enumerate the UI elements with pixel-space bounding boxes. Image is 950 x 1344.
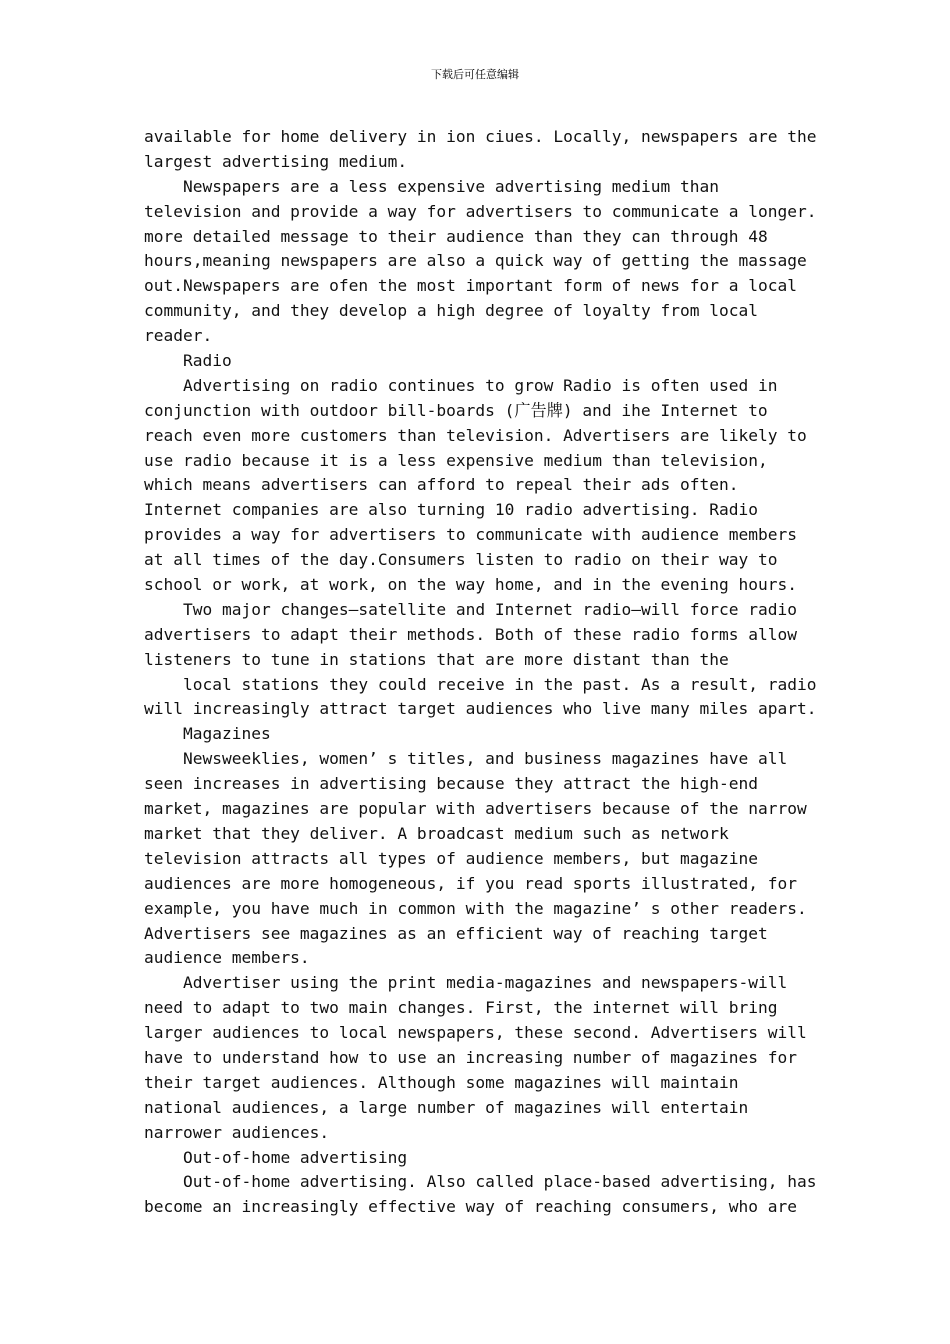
text-line: use radio because it is a less expensive medium than television, [144, 450, 768, 470]
text-line: need to adapt to two main changes. First, the internet will bring [144, 998, 778, 1018]
text-line: community, and they develop a high degree of loyalty from local [144, 301, 758, 321]
text-line: Internet companies are also turning 10 radio advertising. Radio [144, 500, 758, 520]
text-line: hours,meaning newspapers are also a quick way of getting the massage [144, 251, 807, 271]
text-line: seen increases in advertising because they attract the high-end [144, 774, 758, 794]
text-line: Radio [144, 351, 232, 371]
text-line: Out-of-home advertising. Also called place-based advertising, has [144, 1172, 817, 1192]
text-line: Newspapers are a less expensive advertising medium than [144, 176, 719, 196]
text-line: Two major changes—satellite and Internet radio—will force radio [144, 599, 797, 619]
text-line: television attracts all types of audience members, but magazine [144, 848, 758, 868]
text-line: larger audiences to local newspapers, these second. Advertisers will [144, 1023, 807, 1043]
text-line: Advertisers see magazines as an efficient way of reaching target [144, 923, 768, 943]
text-line: example, you have much in common with the magazine’ s other readers. [144, 898, 807, 918]
text-line: will increasingly attract target audiences who live many miles apart. [144, 699, 817, 719]
text-line: reach even more customers than television. Advertisers are likely to [144, 425, 807, 445]
document-body [144, 125, 817, 1220]
text-line: audiences are more homogeneous, if you read sports illustrated, for [144, 873, 797, 893]
text-line: available for home delivery in ion ciues. Locally, newspapers are the [144, 127, 817, 146]
text-line: become an increasingly effective way of reaching consumers, who are [144, 1197, 797, 1217]
text-line: audience members. [144, 948, 310, 968]
text-line: national audiences, a large number of magazines will entertain [144, 1097, 749, 1117]
page-header: 下载后可任意编辑 [431, 68, 519, 81]
text-line: Magazines [144, 724, 271, 744]
text-line: market, magazines are popular with advertisers because of the narrow [144, 799, 807, 819]
text-line: largest advertising medium. [144, 151, 408, 171]
text-line: which means advertisers can afford to repeal their ads often. [144, 475, 739, 495]
text-line: narrower audiences. [144, 1122, 330, 1142]
text-line: out.Newspapers are ofen the most important form of news for a local [144, 276, 797, 296]
text-line: local stations they could receive in the past. As a result, radio [144, 674, 817, 694]
text-line: advertisers to adapt their methods. Both of these radio forms allow [144, 624, 797, 644]
text-line: provides a way for advertisers to communicate with audience members [144, 525, 797, 545]
text-line: their target audiences. Although some magazines will maintain [144, 1072, 739, 1092]
text-line: listeners to tune in stations that are more distant than the [144, 649, 729, 669]
text-line: reader. [144, 326, 213, 346]
text-line: school or work, at work, on the way home, and in the evening hours. [144, 575, 797, 595]
text-line: more detailed message to their audience than they can through 48 [144, 226, 768, 246]
text-line: Advertiser using the print media-magazines and newspapers-will [144, 973, 788, 993]
text-line: television and provide a way for advertisers to communicate a longer. [144, 201, 817, 221]
text-line: have to understand how to use an increasing number of magazines for [144, 1047, 797, 1067]
text-line: Newsweeklies, women’ s titles, and business magazines have all [144, 749, 788, 769]
text-line: conjunction with outdoor bill-boards (广告牌) and ihe Internet to [144, 400, 768, 420]
text-line: Out-of-home advertising [144, 1147, 408, 1167]
text-line: Advertising on radio continues to grow Radio is often used in [144, 375, 778, 395]
text-line: at all times of the day.Consumers listen to radio on their way to [144, 550, 778, 570]
text-line: market that they deliver. A broadcast medium such as network [144, 823, 729, 843]
